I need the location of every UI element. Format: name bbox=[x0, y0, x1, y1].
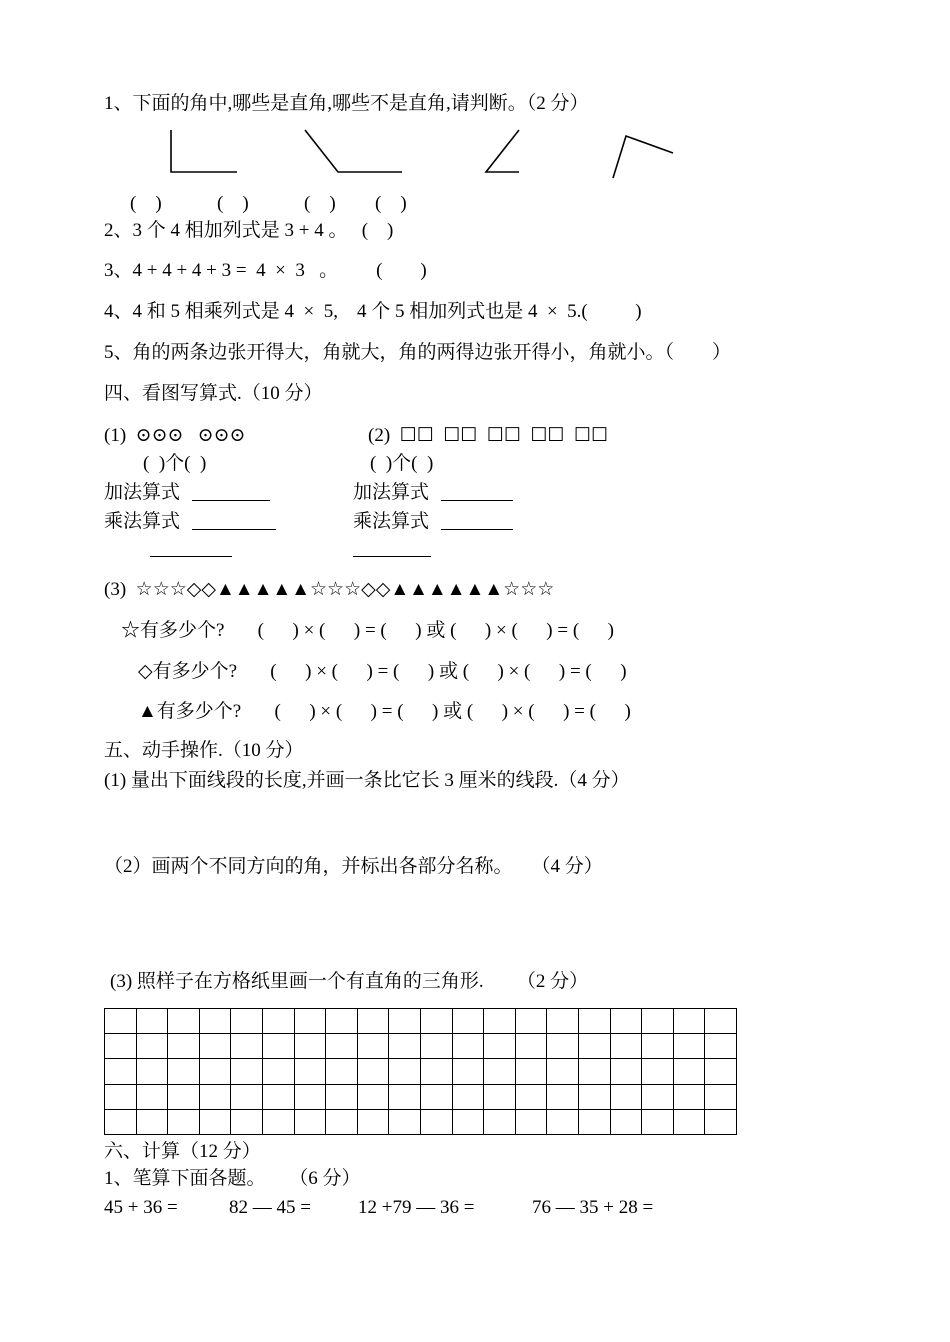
picture1-count[interactable]: ( )个( ) bbox=[143, 453, 207, 474]
calc-expression-1: 45 + 36 = bbox=[104, 1197, 178, 1218]
judge-q2: 2、3 个 4 相加列式是 3 + 4 。 ( ) bbox=[104, 220, 394, 241]
star-question: ☆有多少个? ( ) × ( ) = ( ) 或 ( ) × ( ) = ( ) bbox=[121, 620, 614, 641]
answer-bracket-4[interactable]: ( ) bbox=[375, 193, 407, 214]
mul-answer-line-2b[interactable] bbox=[353, 556, 431, 557]
calc-expression-2: 82 — 45 = bbox=[229, 1197, 311, 1218]
acute-angle-icon bbox=[480, 125, 530, 180]
right-angle-icon bbox=[160, 125, 250, 180]
picture3-symbols: (3) ☆☆☆◇◇▲▲▲▲▲☆☆☆◇◇▲▲▲▲▲▲☆☆☆ bbox=[104, 579, 555, 600]
section4-title: 四、看图写算式.（10 分） bbox=[104, 383, 323, 404]
add-label-1: 加法算式 bbox=[104, 482, 181, 503]
calc-expression-3: 12 +79 — 36 = bbox=[358, 1197, 475, 1218]
section5-q3: (3) 照样子在方格纸里画一个有直角的三角形. （2 分） bbox=[110, 971, 589, 992]
judge-q3: 3、4 + 4 + 4 + 3 = 4 × 3 。 ( ) bbox=[104, 260, 427, 281]
judge-q5: 5、角的两条边张开得大，角就大，角的两得边张开得小，角就小。（ ） bbox=[104, 342, 732, 363]
section5-q1: (1) 量出下面线段的长度,并画一条比它长 3 厘米的线段.（4 分） bbox=[104, 770, 630, 791]
mul-answer-line-1b[interactable] bbox=[150, 556, 232, 557]
square-grid-paper[interactable] bbox=[104, 1008, 737, 1135]
picture2-symbols: (2) ☐☐ ☐☐ ☐☐ ☐☐ ☐☐ bbox=[368, 425, 608, 446]
add-answer-line-2[interactable] bbox=[441, 500, 513, 501]
answer-bracket-3[interactable]: ( ) bbox=[304, 193, 336, 214]
mul-label-2: 乘法算式 bbox=[353, 511, 430, 532]
judge-q4: 4、4 和 5 相乘列式是 4 × 5, 4 个 5 相加列式也是 4 × 5.( ) bbox=[104, 301, 642, 322]
picture2-count[interactable]: ( )个( ) bbox=[370, 453, 434, 474]
picture1-symbols: (1) ⊙⊙⊙ ⊙⊙⊙ bbox=[104, 425, 246, 446]
mul-label-1: 乘法算式 bbox=[104, 511, 181, 532]
answer-bracket-2[interactable]: ( ) bbox=[217, 193, 249, 214]
calc-expression-4: 76 — 35 + 28 = bbox=[532, 1197, 654, 1218]
judge-q1: 1、下面的角中,哪些是直角,哪些不是直角,请判断。（2 分） bbox=[104, 93, 589, 114]
diamond-question: ◇有多少个? ( ) × ( ) = ( ) 或 ( ) × ( ) = ( ) bbox=[138, 661, 627, 682]
obtuse-angle-icon bbox=[298, 125, 408, 180]
open-angle-icon bbox=[607, 125, 682, 185]
section6-q1: 1、笔算下面各题。 （6 分） bbox=[104, 1168, 361, 1189]
section6-title: 六、计算（12 分） bbox=[104, 1141, 261, 1162]
triangle-question: ▲有多少个? ( ) × ( ) = ( ) 或 ( ) × ( ) = ( ) bbox=[138, 701, 631, 722]
mul-answer-line-2[interactable] bbox=[441, 529, 513, 530]
section5-title: 五、动手操作.（10 分） bbox=[104, 740, 304, 761]
section5-q2: （2）画两个不同方向的角，并标出各部分名称。 （4 分） bbox=[104, 856, 603, 877]
mul-answer-line-1[interactable] bbox=[192, 529, 276, 530]
add-answer-line-1[interactable] bbox=[192, 500, 270, 501]
answer-bracket-1[interactable]: ( ) bbox=[130, 193, 162, 214]
add-label-2: 加法算式 bbox=[353, 482, 430, 503]
